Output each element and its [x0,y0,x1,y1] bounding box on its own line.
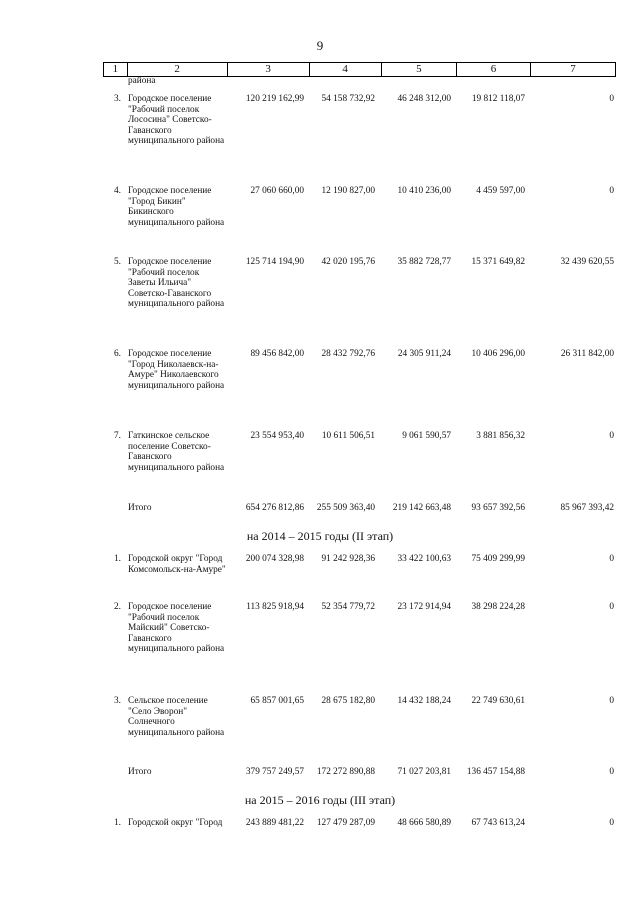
cell-col7: 0 [609,94,614,104]
row-number: 4. [114,186,121,196]
cell-col5: 35 882 728,77 [397,257,451,267]
cell-col6: 15 371 649,82 [471,257,525,267]
cell-col6: 10 406 296,00 [471,349,525,359]
cell-col6: 4 459 597,00 [476,186,525,196]
cell-col7: 32 439 620,55 [560,257,614,267]
row-name: Итого [128,767,152,777]
cell-col4: 12 190 827,00 [321,186,375,196]
cell-total: 654 276 812,86 [245,503,304,513]
cell-total: 200 074 328,98 [245,554,304,564]
row-name: района [128,76,156,86]
cell-col6: 38 298 224,28 [471,602,525,612]
row-number: 1. [114,554,121,564]
header-col-7: 7 [570,63,576,75]
cell-col4: 91 242 928,36 [321,554,375,564]
cell-col6: 93 657 392,56 [471,503,525,513]
cell-col4: 54 158 732,92 [321,94,375,104]
header-col-3: 3 [228,63,310,76]
row-name: Гаткинское сельское поселение Советско-Гаванского муниципального района [128,431,225,473]
cell-col7: 0 [609,554,614,564]
header-col-4: 4 [310,63,382,76]
cell-col4: 42 020 195,76 [321,257,375,267]
cell-col6: 19 812 118,07 [471,94,525,104]
cell-total: 113 825 918,94 [246,602,304,612]
cell-col4: 127 479 287,09 [316,818,375,828]
cell-col6: 75 409 299,99 [471,554,525,564]
row-number: 7. [114,431,121,441]
section-heading-stage-3: на 2015 – 2016 годы (III этап) [244,793,396,807]
row-name: Сельское поселение "Село Эворон" Солнечного муниципального района [128,696,225,738]
cell-col5: 23 172 914,94 [397,602,451,612]
cell-col7: 0 [609,696,614,706]
cell-total: 379 757 249,57 [245,767,304,777]
cell-col6: 136 457 154,88 [466,767,525,777]
row-number: 5. [114,257,121,267]
cell-total: 89 456 842,00 [250,349,304,359]
table-header [103,62,616,77]
cell-col7: 85 967 393,42 [560,503,614,513]
header-col-1: 1 [104,63,128,76]
cell-col5: 219 142 663,48 [392,503,451,513]
row-number: 6. [114,349,121,359]
cell-col7: 0 [609,186,614,196]
cell-total: 65 857 001,65 [250,696,304,706]
row-name: Городское поселение "Город Бикин" Бикинского муниципального района [128,186,225,228]
cell-col7: 0 [609,431,614,441]
row-name: Городское поселение "Рабочий поселок Лососина" Советско-Гаванского муниципального района [128,94,225,147]
cell-col6: 3 881 856,32 [476,431,525,441]
page-number: 9 [316,38,324,53]
cell-col4: 28 432 792,76 [321,349,375,359]
cell-col5: 9 061 590,57 [402,431,451,441]
cell-col5: 46 248 312,00 [397,94,451,104]
cell-total: 120 219 162,99 [245,94,304,104]
row-number: 3. [114,94,121,104]
cell-col5: 71 027 203,81 [397,767,451,777]
row-number: 3. [114,696,121,706]
cell-col5: 24 305 911,24 [397,349,451,359]
cell-col5: 48 666 580,89 [397,818,451,828]
row-name: Городское поселение "Рабочий поселок Майский" Советско-Гаванского муниципального района [128,602,225,655]
cell-col7: 0 [609,767,614,777]
cell-total: 125 714 194,90 [245,257,304,267]
row-name: Городское поселение "Город Николаевск-на-Амуре" Николаевского муниципального района [128,349,225,391]
cell-col5: 33 422 100,63 [397,554,451,564]
row-number: 2. [114,602,121,612]
cell-col5: 14 432 188,24 [397,696,451,706]
cell-col7: 0 [609,818,614,828]
cell-col4: 172 272 890,88 [316,767,375,777]
cell-total: 23 554 953,40 [250,431,304,441]
cell-col4: 28 675 182,80 [321,696,375,706]
header-col-6: 6 [457,63,531,76]
row-number: 1. [114,818,121,828]
cell-col4: 10 611 506,51 [321,431,375,441]
cell-total: 27 060 660,00 [250,186,304,196]
row-name: Городской округ "Город Комсомольск-на-Амуре" [128,554,226,575]
row-name: Итого [128,503,152,513]
cell-col5: 10 410 236,00 [397,186,451,196]
cell-col7: 26 311 842,00 [560,349,614,359]
header-col-2: 2 [128,63,228,76]
cell-col4: 255 509 363,40 [316,503,375,513]
cell-total: 243 889 481,22 [245,818,304,828]
row-name: Городской округ "Город [128,818,223,828]
header-col-5: 5 [382,63,457,76]
row-name: Городское поселение "Рабочий поселок Заветы Ильича" Советско-Гаванского муниципального района [128,257,225,310]
cell-col4: 52 354 779,72 [321,602,375,612]
section-heading-stage-2: на 2014 – 2015 годы (II этап) [246,529,394,543]
cell-col6: 67 743 613,24 [471,818,525,828]
cell-col7: 0 [609,602,614,612]
cell-col6: 22 749 630,61 [471,696,525,706]
